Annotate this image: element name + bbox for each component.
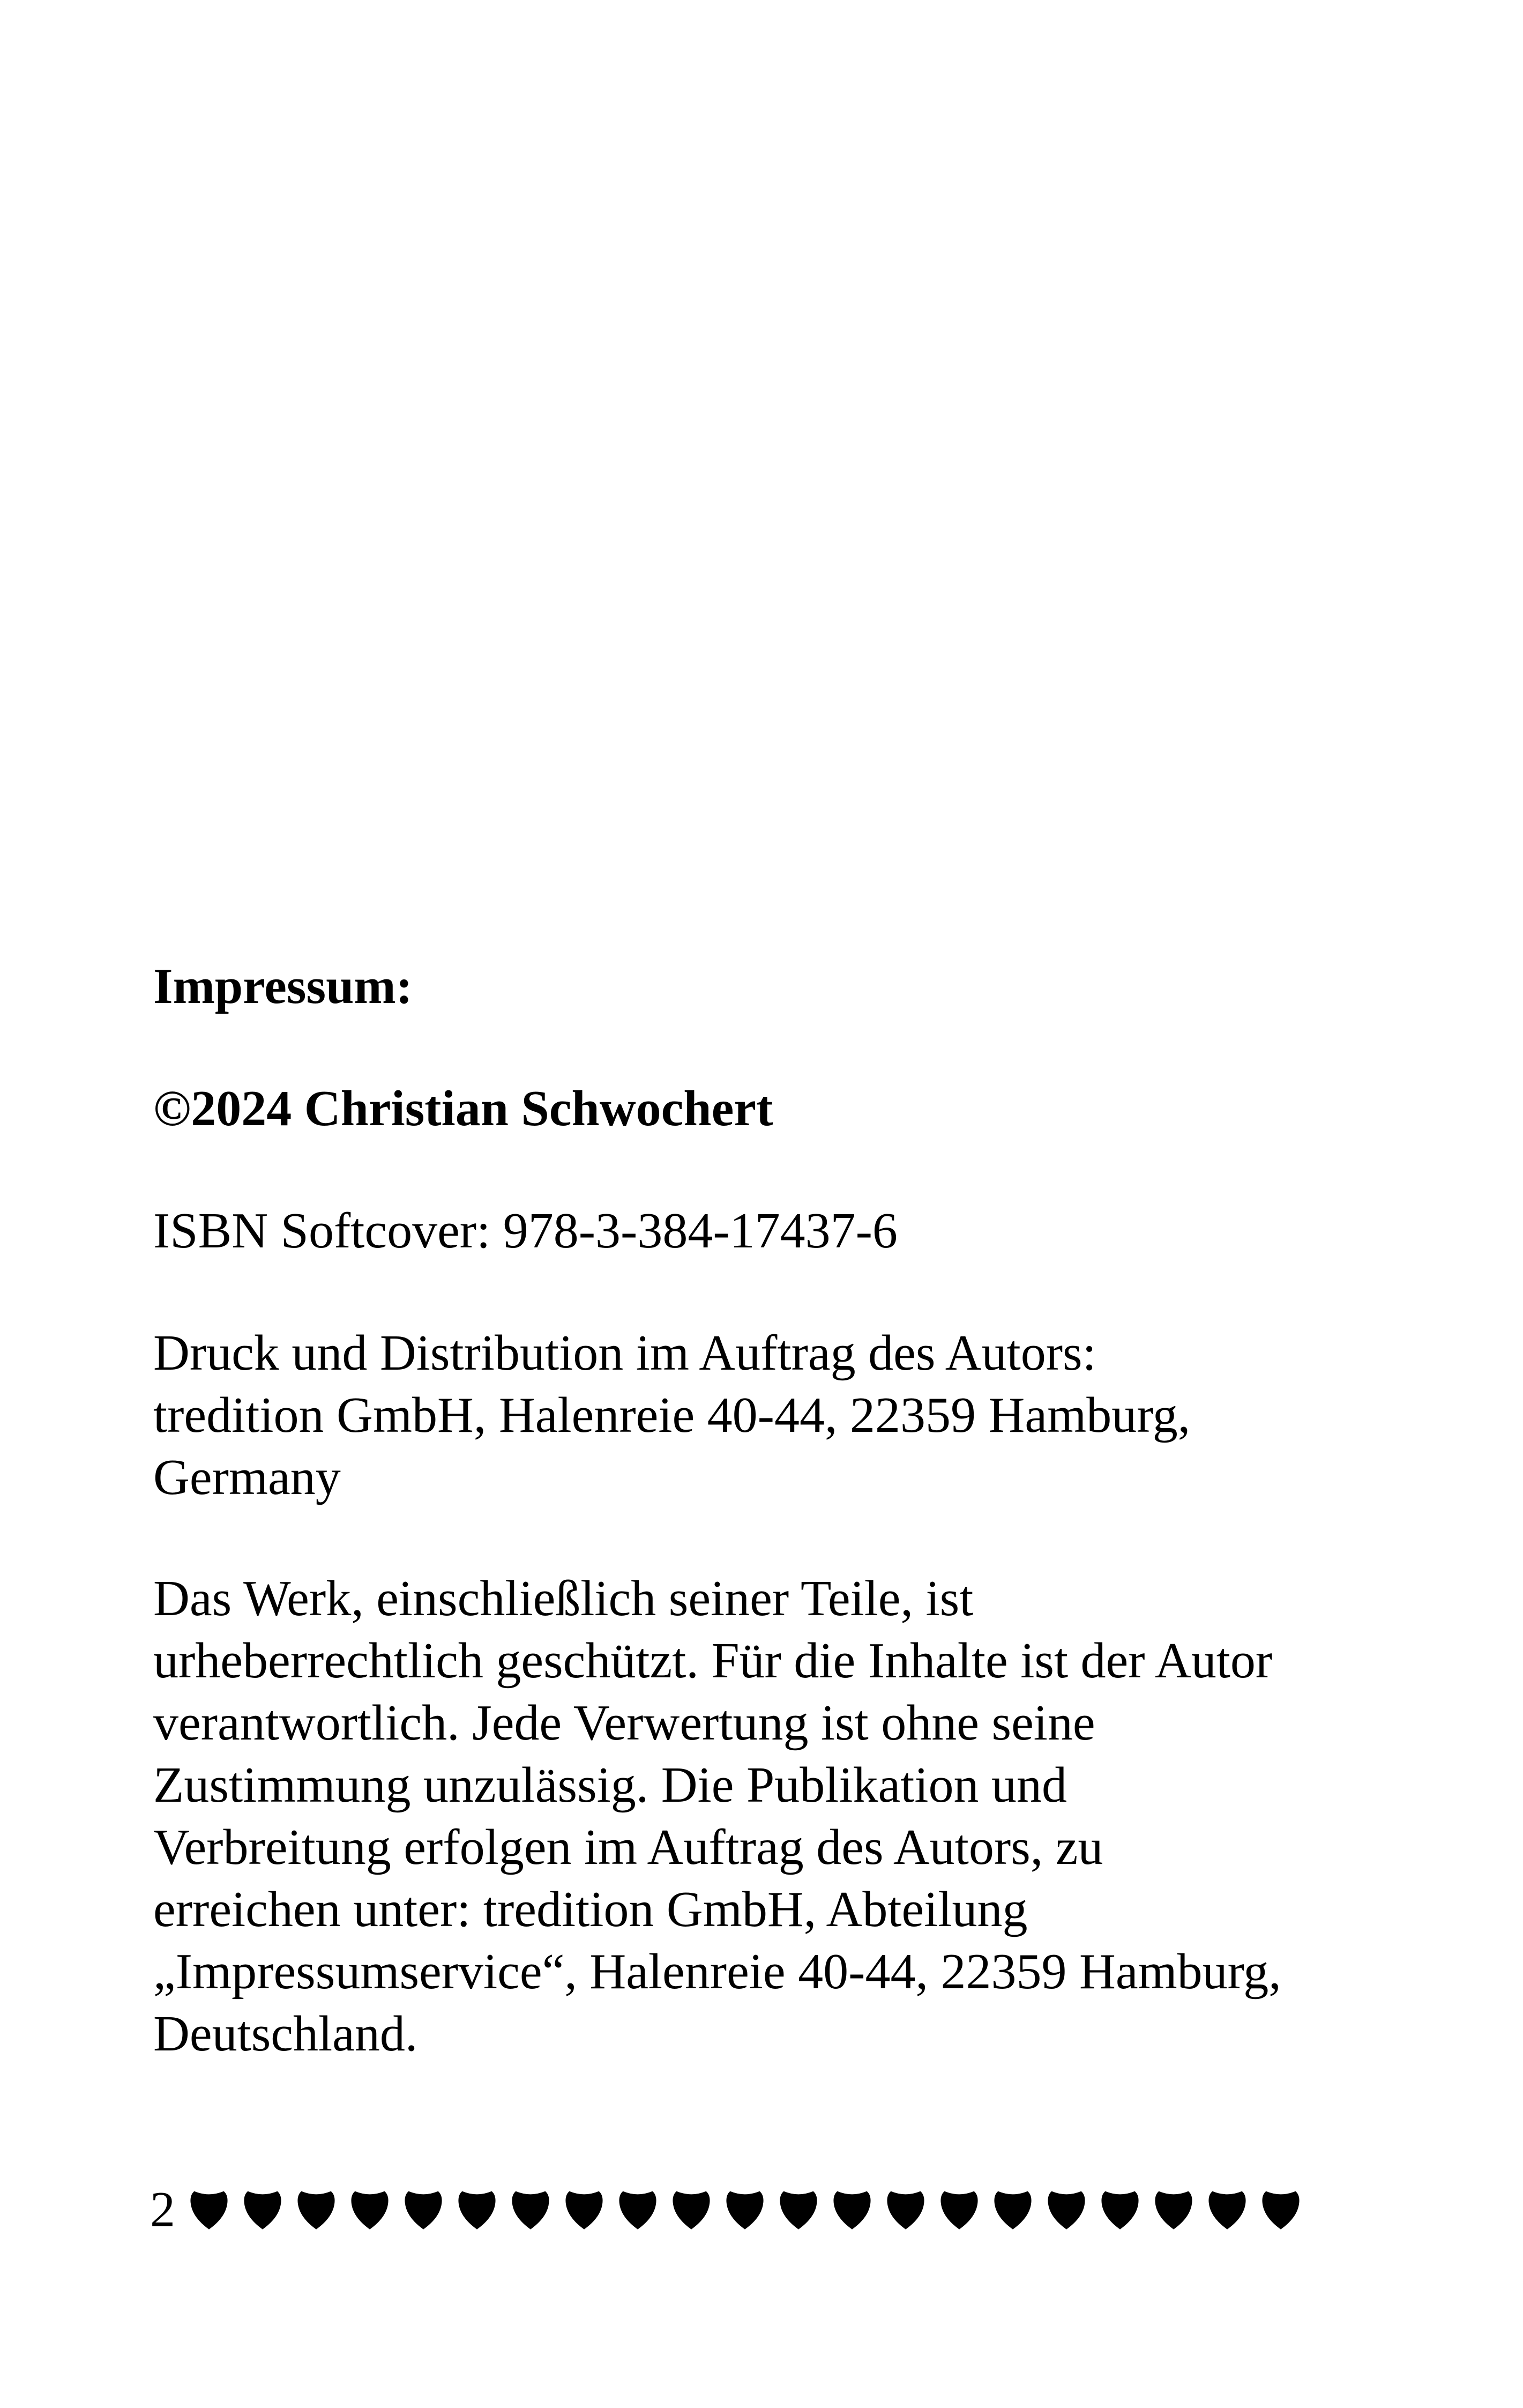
shield-icon	[457, 2189, 497, 2231]
shield-icon	[939, 2189, 979, 2231]
paragraph-line: Germany	[153, 1450, 341, 1505]
paragraph-line: Druck und Distribution im Auftrag des Autors:	[153, 1325, 1096, 1381]
printing-distribution-paragraph	[153, 1322, 1190, 1508]
paragraph-line: Das Werk, einschließlich seiner Teile, ist	[153, 1571, 974, 1626]
paragraph-line: Verbreitung erfolgen im Auftrag des Autors, zu	[153, 1819, 1103, 1875]
shield-icon	[671, 2189, 711, 2231]
shield-icon	[725, 2189, 765, 2231]
shield-ornament-row	[189, 2189, 1301, 2231]
impressum-heading: Impressum:	[153, 958, 413, 1014]
shield-icon	[1100, 2189, 1140, 2231]
shield-icon	[1261, 2189, 1301, 2231]
shield-icon	[243, 2189, 282, 2231]
shield-icon	[993, 2189, 1033, 2231]
paragraph-line: Zustimmung unzulässig. Die Publikation und	[153, 1757, 1067, 1813]
shield-icon	[832, 2189, 872, 2231]
paragraph-line: urheberrechtlich geschützt. Für die Inhalte ist der Autor	[153, 1633, 1273, 1689]
shield-icon	[404, 2189, 443, 2231]
shield-icon	[189, 2189, 229, 2231]
paragraph-line: Deutschland.	[153, 2006, 418, 2062]
paragraph-line: erreichen unter: tredition GmbH, Abteilung	[153, 1882, 1028, 1937]
paragraph-line: verantwortlich. Jede Verwertung ist ohne seine	[153, 1695, 1095, 1751]
shield-icon	[564, 2189, 604, 2231]
shield-icon	[886, 2189, 925, 2231]
page-footer	[150, 2177, 1301, 2242]
shield-icon	[1047, 2189, 1086, 2231]
copyright-notice-paragraph	[153, 1567, 1281, 2065]
paragraph-line: „Impressumservice“, Halenreie 40-44, 22359 Hamburg,	[153, 1944, 1281, 2000]
shield-icon	[618, 2189, 658, 2231]
shield-icon	[511, 2189, 550, 2231]
page-number: 2	[150, 2182, 175, 2238]
copyright-line: ©2024 Christian Schwochert	[153, 1081, 773, 1136]
shield-icon	[296, 2189, 336, 2231]
paragraph-line: tredition GmbH, Halenreie 40-44, 22359 Hamburg,	[153, 1387, 1191, 1443]
isbn-line: ISBN Softcover: 978-3-384-17437-6	[153, 1203, 898, 1259]
shield-icon	[350, 2189, 390, 2231]
shield-icon	[1154, 2189, 1193, 2231]
shield-icon	[779, 2189, 818, 2231]
shield-icon	[1207, 2189, 1247, 2231]
